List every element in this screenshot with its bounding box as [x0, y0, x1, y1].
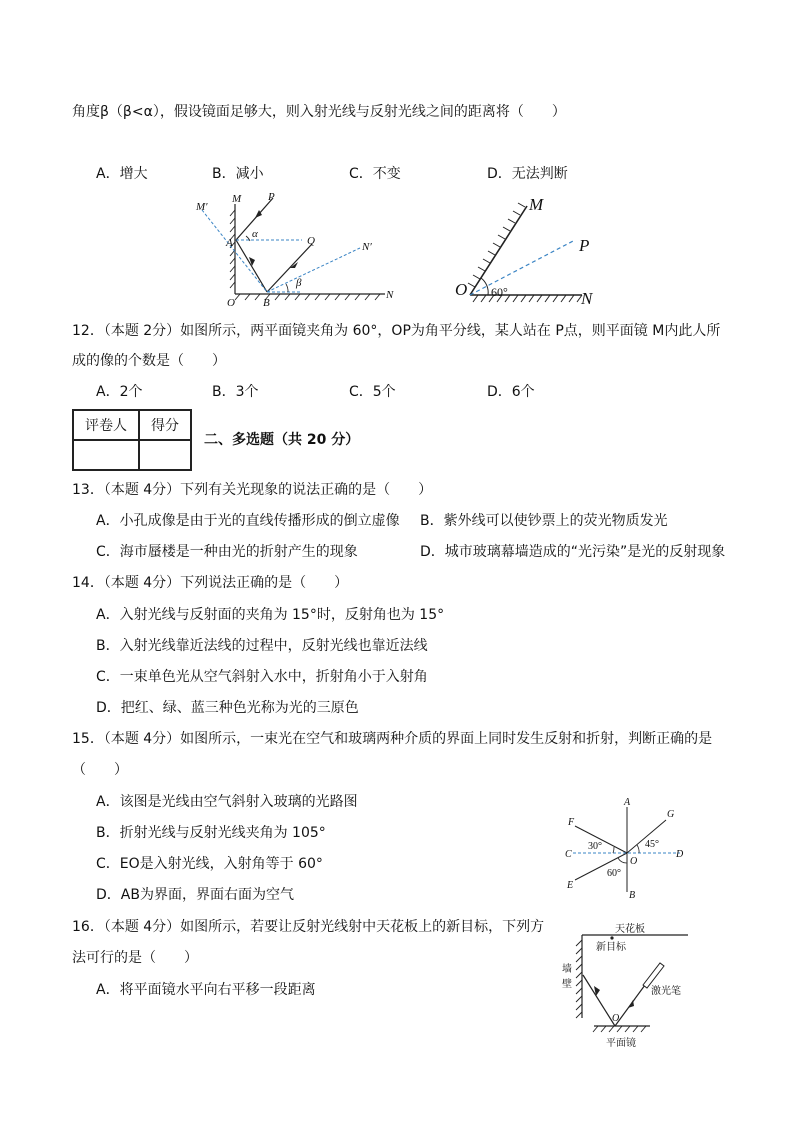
- q12-option-a[interactable]: A．2个: [96, 384, 143, 400]
- q15-angle-45: 45°: [645, 839, 659, 850]
- q15-option-c[interactable]: C．EO是入射光线，入射角等于 60°: [96, 856, 323, 872]
- q15-angle-30: 30°: [588, 841, 602, 852]
- q12-stem-line2: 成的像的个数是（ ）: [72, 353, 226, 369]
- q16-label-wall-2: 壁: [562, 979, 572, 990]
- q16-label-target: 新目标: [596, 942, 626, 953]
- q13-stem: 13．（本题 4分）下列有关光现象的说法正确的是（ ）: [72, 482, 433, 498]
- fig-b-label-n: N: [581, 289, 593, 308]
- q13-option-a[interactable]: A．小孔成像是由于光的直线传播形成的倒立虚像: [96, 513, 400, 529]
- q16-label-mirror: 平面镜: [606, 1038, 636, 1049]
- score-box: [72, 409, 192, 471]
- q14-option-b[interactable]: B．入射光线靠近法线的过程中，反射光线也靠近法线: [96, 638, 428, 654]
- q16-label-wall-1: 墙: [562, 964, 572, 975]
- q14-option-a[interactable]: A．入射光线与反射面的夹角为 15°时，反射角也为 15°: [96, 607, 445, 623]
- q16-label-laser: 激光笔: [651, 986, 681, 997]
- q16-label-ceiling: 天花板: [615, 924, 645, 935]
- q15-label-c: C: [565, 849, 572, 860]
- q16-option-a[interactable]: A．将平面镜水平向右平移一段距离: [96, 982, 316, 998]
- fig-b-label-p: P: [579, 236, 590, 255]
- score-box-reviewer-label: 评卷人: [73, 410, 139, 440]
- q13-option-d[interactable]: D．城市玻璃幕墙造成的“光污染”是光的反射现象: [420, 544, 726, 560]
- q11-stem-tail: 角度β（β<α），假设镜面足够大，则入射光线与反射光线之间的距离将（ ）: [72, 104, 566, 120]
- q16-stem-line2: 法可行的是（ ）: [72, 950, 198, 966]
- q13-option-c[interactable]: C．海市蜃楼是一种由光的折射产生的现象: [96, 544, 358, 560]
- fig-a-label-b: B: [263, 297, 270, 309]
- fig-a-label-n: N: [386, 289, 394, 301]
- q15-option-d[interactable]: D．AB为界面，界面右面为空气: [96, 887, 294, 903]
- q11-option-d[interactable]: D．无法判断: [487, 166, 568, 182]
- section-title-multiple-choice: 二、多选题（共 20 分）: [204, 432, 360, 448]
- q15-label-b: B: [629, 890, 636, 901]
- score-box-reviewer-cell[interactable]: [73, 440, 139, 470]
- q16-laser-diagram: [555, 915, 695, 1055]
- fig-b-angle-label: 60°: [491, 285, 508, 299]
- q11-option-b[interactable]: B．减小: [212, 166, 264, 182]
- q12-option-d[interactable]: D．6个: [487, 384, 535, 400]
- q15-label-a: A: [624, 797, 631, 808]
- q15-label-d: D: [676, 849, 684, 860]
- fig-a-label-p: P: [268, 191, 275, 203]
- q14-option-c[interactable]: C．一束单色光从空气斜射入水中，折射角小于入射角: [96, 669, 428, 685]
- q14-option-d[interactable]: D．把红、绿、蓝三种色光称为光的三原色: [96, 700, 359, 716]
- q12-option-b[interactable]: B．3个: [212, 384, 259, 400]
- q13-option-b[interactable]: B．紫外线可以使钞票上的荧光物质发光: [420, 513, 668, 529]
- q12-angle-mirror-diagram: [450, 190, 610, 310]
- q12-stem-line1: 12．（本题 2分）如图所示，两平面镜夹角为 60°，OP为角平分线，某人站在 P点，则平面镜 M内此人所: [72, 323, 721, 339]
- q15-stem-line1: 15．（本题 4分）如图所示，一束光在空气和玻璃两种介质的界面上同时发生反射和折射，判断正确的是: [72, 731, 713, 747]
- q15-option-a[interactable]: A．该图是光线由空气斜射入玻璃的光路图: [96, 794, 358, 810]
- fig-a-label-alpha: α: [252, 228, 258, 240]
- fig-a-label-beta: β: [296, 277, 302, 289]
- q11-mirror-diagram: [190, 190, 400, 310]
- q12-option-c[interactable]: C．5个: [349, 384, 396, 400]
- score-box-score-cell[interactable]: [139, 440, 191, 470]
- fig-a-label-o: O: [227, 297, 235, 309]
- fig-a-label-n-prime: N′: [362, 241, 372, 253]
- fig-a-label-a: A: [226, 237, 233, 249]
- q14-stem: 14．（本题 4分）下列说法正确的是（ ）: [72, 575, 349, 591]
- q15-label-o: O: [630, 856, 638, 867]
- q15-refraction-diagram: [560, 795, 690, 900]
- q15-label-e: E: [567, 880, 574, 891]
- q15-label-f: F: [568, 817, 575, 828]
- q15-stem-line2: （ ）: [72, 762, 128, 778]
- fig-a-label-m-prime: M′: [196, 201, 208, 213]
- q15-angle-60: 60°: [607, 868, 621, 879]
- q16-label-o: O: [612, 1013, 620, 1024]
- fig-a-label-q: Q: [307, 235, 315, 247]
- q11-option-c[interactable]: C．不变: [349, 166, 401, 182]
- q15-label-g: G: [667, 809, 675, 820]
- fig-a-label-m: M: [232, 193, 242, 205]
- q16-stem-line1: 16．（本题 4分）如图所示，若要让反射光线射中天花板上的新目标，下列方: [72, 919, 545, 935]
- fig-b-label-m: M: [529, 195, 544, 214]
- q15-option-b[interactable]: B．折射光线与反射光线夹角为 105°: [96, 825, 326, 841]
- score-box-score-label: 得分: [139, 410, 191, 440]
- fig-b-label-o: O: [455, 280, 468, 299]
- q11-option-a[interactable]: A．增大: [96, 166, 148, 182]
